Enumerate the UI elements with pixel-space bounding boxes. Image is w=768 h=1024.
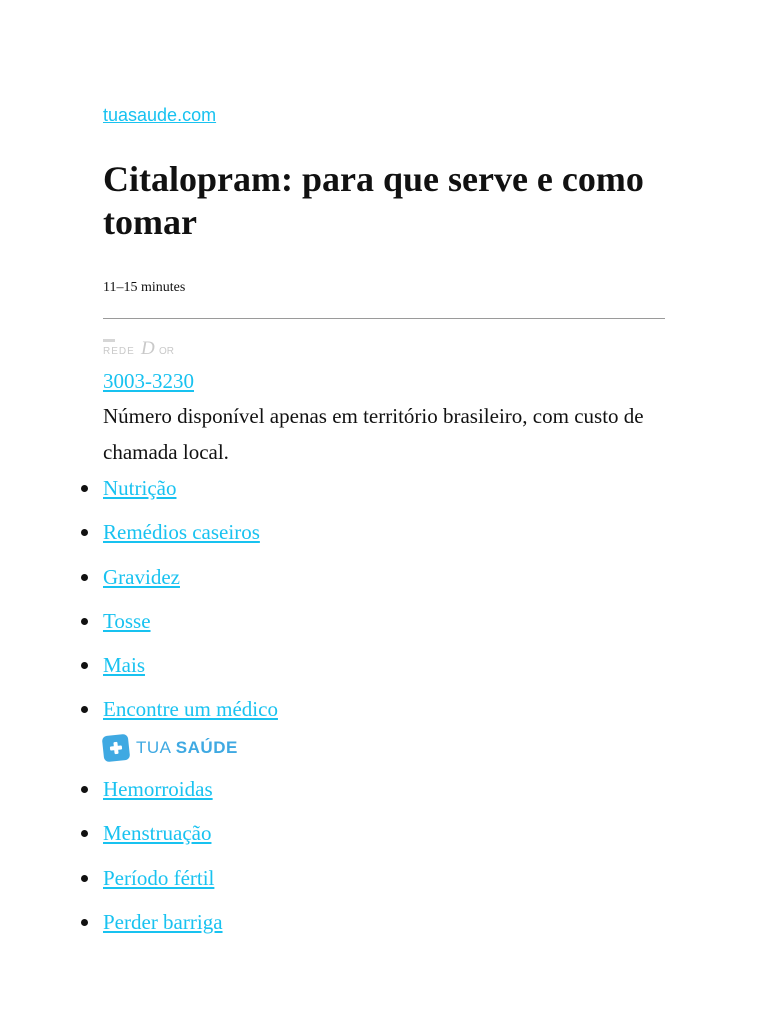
nav-link-perder-barriga[interactable]: Perder barriga (103, 910, 223, 934)
nav-link-remedios-caseiros[interactable]: Remédios caseiros (103, 520, 260, 544)
nav-link-periodo-fertil[interactable]: Período fértil (103, 866, 215, 890)
list-item (103, 866, 214, 891)
nav-link-nutricao[interactable]: Nutrição (103, 476, 177, 500)
bullet-icon (81, 485, 88, 492)
list-item (103, 697, 278, 722)
phone-link[interactable]: 3003-3230 (103, 369, 194, 393)
list-item (103, 565, 180, 590)
divider (103, 318, 665, 319)
bullet-icon (81, 662, 88, 669)
bullet-icon (81, 919, 88, 926)
bullet-icon (81, 574, 88, 581)
wordmark-part-saude: SAÚDE (175, 738, 238, 757)
list-item (103, 910, 223, 935)
phone-note: Número disponível apenas em território brasileiro, com custo de chamada local. (103, 404, 644, 464)
bullet-icon (81, 830, 88, 837)
list-item (103, 609, 151, 634)
list-item (103, 777, 213, 802)
bullet-icon (81, 706, 88, 713)
site-link[interactable]: tuasaude.com (103, 105, 217, 125)
svg-text:REDE: REDE (103, 346, 135, 357)
list-item (103, 821, 211, 846)
rede-dor-logo (103, 336, 179, 358)
nav-link-mais[interactable]: Mais (103, 653, 145, 677)
svg-text:D: D (141, 338, 155, 358)
bullet-icon (81, 875, 88, 882)
nav-link-tosse[interactable]: Tosse (103, 609, 151, 633)
page-title: Citalopram: para que serve e como tomar (103, 159, 644, 242)
list-item (103, 653, 145, 678)
nav-link-menstruacao[interactable]: Menstruação (103, 821, 212, 845)
list-item (103, 520, 260, 545)
nav-link-gravidez[interactable]: Gravidez (103, 565, 180, 589)
reading-time: 11–15 minutes (103, 280, 186, 295)
bullet-icon (81, 618, 88, 625)
svg-text:OR: OR (159, 346, 174, 357)
plus-icon (102, 734, 131, 763)
nav-link-hemorroidas[interactable]: Hemorroidas (103, 777, 213, 801)
list-item (103, 476, 176, 501)
bullet-icon (81, 786, 88, 793)
nav-link-encontre-um-medico[interactable]: Encontre um médico (103, 697, 278, 721)
tua-saude-logo[interactable] (103, 734, 238, 762)
wordmark-part-tua: TUA (136, 738, 171, 757)
tua-saude-wordmark (136, 738, 238, 758)
bullet-icon (81, 529, 88, 536)
